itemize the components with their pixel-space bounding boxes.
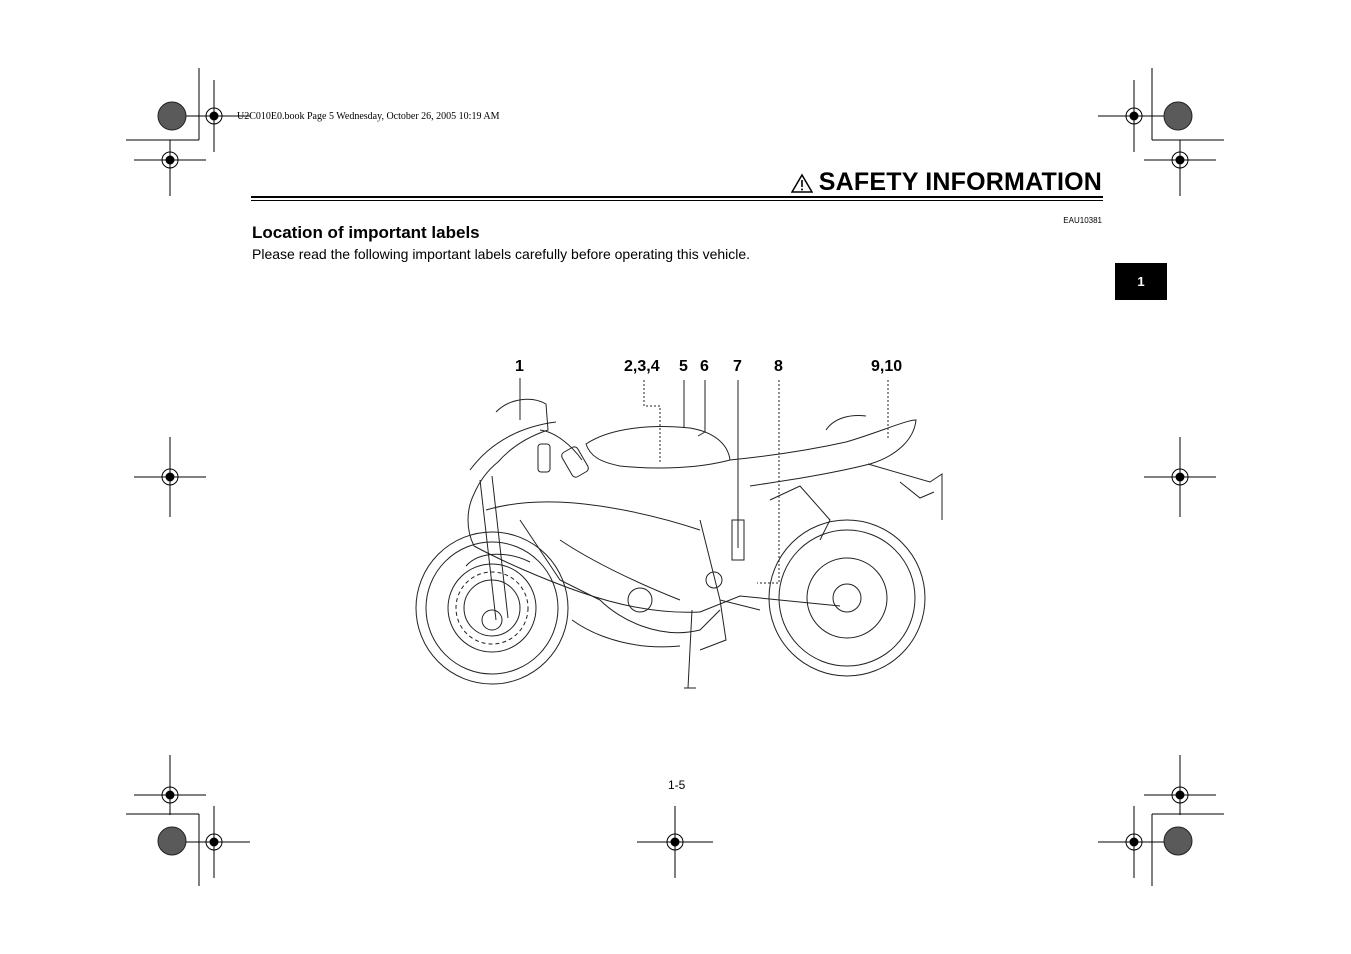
section-title: Location of important labels [252,223,480,242]
book-meta: U2C010E0.book Page 5 Wednesday, October 26, 2005 10:19 AM [237,111,500,122]
page-number: 1-5 [668,778,686,792]
callout-8: 8 [774,358,783,375]
section-intro: Please read the following important labels carefully before operating this vehicle. [252,246,751,262]
callout-6: 6 [700,358,709,375]
callout-1: 1 [515,358,524,375]
callout-7: 7 [733,358,742,375]
header-title: SAFETY INFORMATION [818,168,1102,196]
document-code: EAU10381 [1063,216,1102,225]
callout-2-3-4: 2,3,4 [624,358,660,375]
callout-9-10: 9,10 [871,358,903,375]
chapter-tab: 1 [1115,263,1167,300]
callout-5: 5 [679,358,688,375]
